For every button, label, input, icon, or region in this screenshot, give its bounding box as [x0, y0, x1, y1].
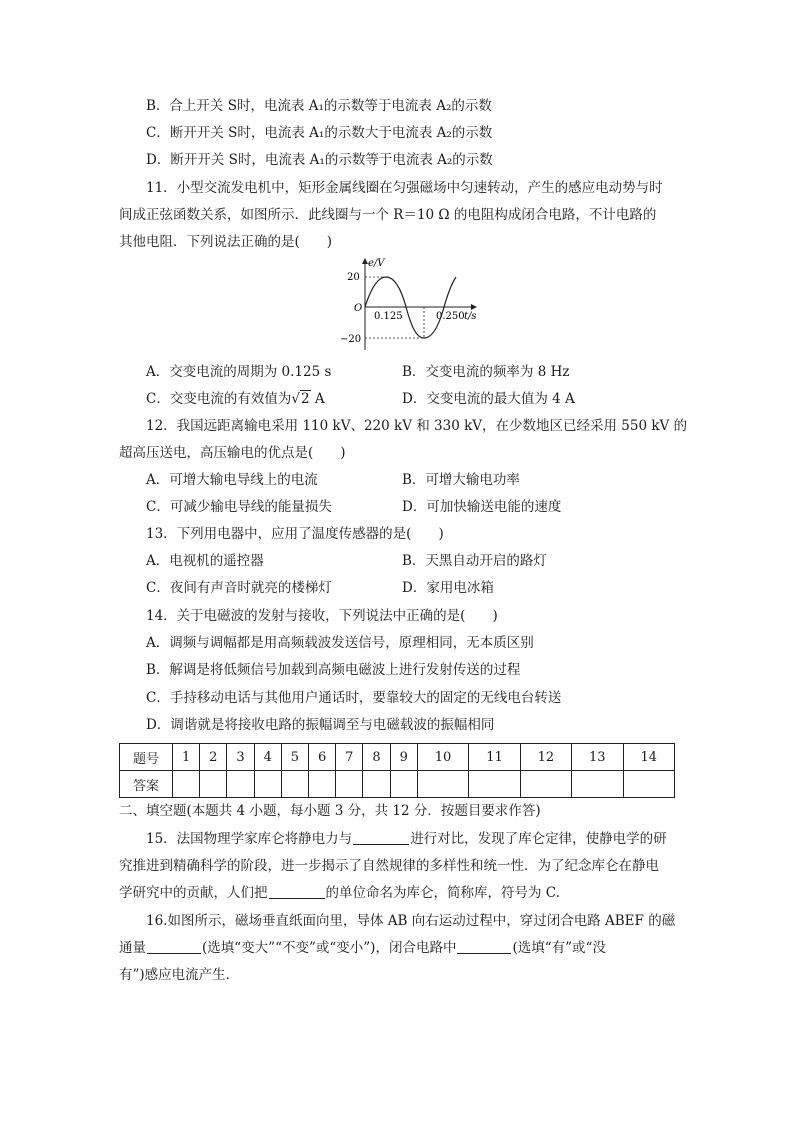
q11-stem-line2: 间成正弦函数关系，如图所示．此线圈与一个 R＝10 Ω 的电阻构成闭合电路，不计电路的: [119, 207, 657, 223]
q16-blank-1[interactable]: [147, 939, 201, 954]
q15-line3: 学研究中的贡献，人们把 的单位命名为库仑，简称库，符号为 C.: [119, 885, 560, 901]
table-num-cell: 14: [623, 744, 674, 771]
table-num-cell: 10: [417, 744, 468, 771]
answer-cell[interactable]: [336, 771, 363, 798]
table-row-numbers: [120, 744, 675, 771]
q11-option-a: A．交变电流的周期为 0.125 s: [146, 364, 332, 380]
y-tick-20: 20: [347, 272, 360, 283]
q15-blank-2[interactable]: [269, 884, 325, 899]
table-num-cell: 7: [336, 744, 363, 771]
q12-option-a: A．可增大输电导线上的电流: [146, 472, 318, 488]
table-num-cell: 9: [390, 744, 417, 771]
sqrt-symbol: √2: [291, 391, 310, 407]
answer-cell[interactable]: [363, 771, 390, 798]
q12-option-b: B．可增大输电功率: [402, 472, 520, 488]
table-header-answer: 答案: [120, 771, 173, 798]
answer-cell[interactable]: [227, 771, 254, 798]
q14-option-c: C．手持移动电话与其他用户通话时，要靠较大的固定的无线电台转送: [146, 690, 562, 706]
table-row-answers: [120, 771, 675, 798]
answer-cell[interactable]: [623, 771, 674, 798]
table-num-cell: 4: [254, 744, 281, 771]
answer-table: [119, 743, 675, 798]
q11-option-b: B．交变电流的频率为 8 Hz: [402, 364, 570, 380]
table-header-number: 题号: [120, 744, 173, 771]
answer-cell[interactable]: [520, 771, 571, 798]
table-num-cell: 8: [363, 744, 390, 771]
q13-option-a: A．电视机的遥控器: [146, 553, 264, 569]
q15-line1: 15．法国物理学家库仑将静电力与 进行对比，发现了库仑定律，使静电学的研: [146, 831, 667, 847]
q14-option-d: D．调谐就是将接收电路的振幅调至与电磁载波的振幅相同: [146, 717, 495, 733]
origin-label: O: [354, 303, 363, 314]
q12-option-d: D．可加快输送电能的速度: [402, 499, 562, 515]
answer-cell[interactable]: [572, 771, 623, 798]
q15-line2: 究推进到精确科学的阶段，进一步揭示了自然规律的多样性和统一性．为了纪念库仑在静电: [119, 858, 659, 874]
q16-line1: 16.如图所示，磁场垂直纸面向里，导体 AB 向右运动过程中，穿过闭合电路 ABEF 的磁: [146, 913, 676, 929]
q10-option-b: B．合上开关 S时，电流表 A₁的示数等于电流表 A₂的示数: [146, 98, 492, 114]
q11-stem-line1: 11．小型交流发电机中，矩形金属线圈在匀强磁场中匀速转动，产生的感应电动势与时: [146, 180, 663, 196]
table-num-cell: 6: [309, 744, 336, 771]
q12-stem-line2: 超高压送电，高压输电的优点是( ): [119, 445, 346, 461]
table-num-cell: 12: [520, 744, 571, 771]
q13-option-b: B．天黑自动开启的路灯: [402, 553, 547, 569]
x-axis-label: t/s: [464, 311, 477, 322]
y-tick-neg20: −20: [340, 334, 362, 345]
table-num-cell: 1: [173, 744, 200, 771]
table-num-cell: 13: [572, 744, 623, 771]
q11-option-d: D．交变电流的最大值为 4 A: [402, 391, 575, 407]
q14-option-a: A．调频与调幅都是用高频载波发送信号，原理相同，无本质区别: [146, 635, 534, 651]
q11-stem-line3: 其他电阻．下列说法正确的是( ): [119, 234, 333, 250]
answer-cell[interactable]: [254, 771, 281, 798]
answer-cell[interactable]: [390, 771, 417, 798]
q14-stem: 14．关于电磁波的发射与接收，下列说法中正确的是( ): [146, 608, 498, 624]
q10-option-c: C．断开开关 S时，电流表 A₁的示数大于电流表 A₂的示数: [146, 125, 493, 141]
q16-line2: 通量 (选填“变大”“不变”或“变小”)，闭合电路中 (选填“有”或“没: [119, 940, 606, 956]
section-heading-fill-in: 二、填空题(本题共 4 小题，每小题 3 分，共 12 分．按题目要求作答): [119, 803, 541, 819]
answer-cell[interactable]: [417, 771, 468, 798]
table-num-cell: 2: [200, 744, 227, 771]
q13-stem: 13．下列用电器中，应用了温度传感器的是( ): [146, 526, 444, 542]
answer-cell[interactable]: [173, 771, 200, 798]
q12-stem-line1: 12．我国远距离输电采用 110 kV、220 kV 和 330 kV，在少数地区已经采用 550 kV 的: [146, 418, 688, 434]
answer-cell[interactable]: [469, 771, 520, 798]
q11-emf-graph: [336, 255, 486, 355]
q12-option-c: C．可减少输电导线的能量损失: [146, 499, 332, 515]
q16-line3: 有”)感应电流产生．: [119, 967, 240, 983]
q10-option-d: D．断开开关 S时，电流表 A₁的示数等于电流表 A₂的示数: [146, 152, 493, 168]
q15-blank-1[interactable]: [353, 830, 409, 845]
answer-cell[interactable]: [309, 771, 336, 798]
q13-option-c: C．夜间有声音时就亮的楼梯灯: [146, 580, 332, 596]
y-axis-label: e/V: [368, 258, 385, 269]
q14-option-b: B．解调是将低频信号加载到高频电磁波上进行发射传送的过程: [146, 662, 521, 678]
x-tick-0250: 0.250: [436, 311, 465, 322]
x-tick-0125: 0.125: [374, 311, 403, 322]
table-num-cell: 3: [227, 744, 254, 771]
answer-cell[interactable]: [281, 771, 308, 798]
q13-option-d: D．家用电冰箱: [402, 580, 494, 596]
q11-option-c: C．交变电流的有效值为√2 A: [146, 391, 325, 407]
answer-cell[interactable]: [200, 771, 227, 798]
q16-blank-2[interactable]: [457, 939, 511, 954]
table-num-cell: 5: [281, 744, 308, 771]
table-num-cell: 11: [469, 744, 520, 771]
